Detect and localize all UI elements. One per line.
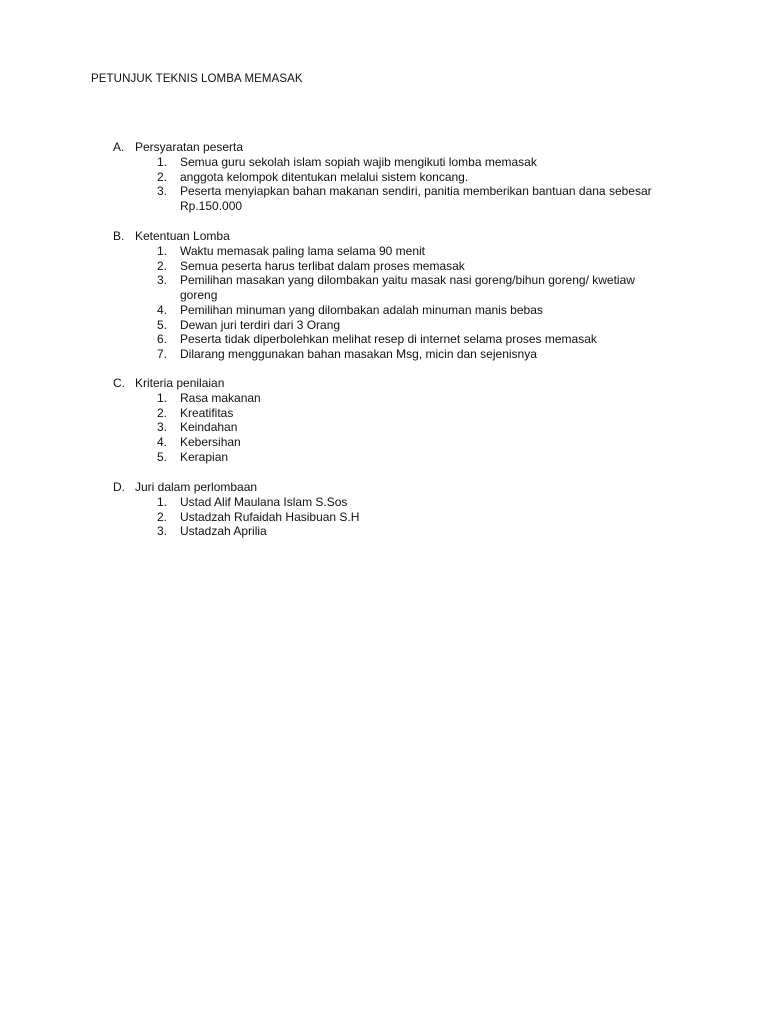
page-title: PETUNJUK TEKNIS LOMBA MEMASAK [91,73,303,85]
section-heading [113,376,713,391]
list-item [113,244,713,259]
item-number: 2. [157,405,168,420]
item-text: Ustadzah Rufaidah Hasibuan S.H [180,509,360,524]
section-letter: B. [113,229,125,243]
item-text: Semua peserta harus terlibat dalam proses memasak [180,258,465,273]
section-heading [113,480,713,495]
list-item [113,495,713,510]
item-number: 2. [157,509,168,524]
item-text: Waktu memasak paling lama selama 90 menit [180,244,425,258]
item-number: 3. [157,184,168,199]
section-juri-dalam-perlombaan [113,480,713,539]
section-heading [113,140,713,155]
item-text: Kebersihan [180,435,241,450]
list-item [113,391,713,406]
item-number: 5. [157,449,168,464]
section-title: Juri dalam perlombaan [135,480,258,494]
section-letter: C. [113,376,125,390]
section-title: Ketentuan Lomba [135,229,230,243]
item-number: 1. [157,495,168,509]
item-text: Kreatifitas [180,405,234,420]
section-list [113,495,713,539]
section-list [113,391,713,465]
item-number: 3. [157,524,168,539]
item-number: 7. [157,346,168,361]
item-number: 3. [157,273,168,288]
section-letter: D. [113,480,125,494]
item-text: Peserta tidak diperbolehkan melihat resep di internet selama proses memasak [180,332,597,347]
item-text: Ustad Alif Maulana Islam S.Sos [180,495,348,509]
list-item [113,347,713,362]
item-text: Rasa makanan [180,391,261,405]
section-letter: A. [113,140,125,154]
section-persyaratan-peserta [113,140,713,214]
item-text: Semua guru sekolah islam sopiah wajib mengikuti lomba memasak [180,155,537,169]
section-heading [113,229,713,244]
item-text: Peserta menyiapkan bahan makanan sendiri, panitia memberikan bantuan dana sebesar Rp.150.000 [180,184,652,214]
list-item [113,450,713,465]
item-number: 6. [157,332,168,347]
item-text: Ustadzah Aprilia [180,524,267,539]
list-item [113,435,713,450]
item-text: Pemilihan masakan yang dilombakan yaitu masak nasi goreng/bihun goreng/ kwetiaw goreng [180,273,635,303]
list-item [113,184,713,213]
list-item [113,420,713,435]
item-number: 4. [157,435,168,450]
list-item [113,524,713,539]
item-number: 1. [157,155,168,169]
item-number: 1. [157,244,168,258]
item-text: Pemilihan minuman yang dilombakan adalah minuman manis bebas [180,302,543,317]
list-item [113,406,713,421]
section-title: Kriteria penilaian [135,376,225,390]
list-item [113,155,713,170]
list-item [113,170,713,185]
list-item [113,303,713,318]
item-number: 4. [157,302,168,317]
section-list [113,244,713,362]
section-list [113,155,713,214]
item-number: 2. [157,258,168,273]
item-number: 2. [157,169,168,184]
list-item [113,510,713,525]
list-item [113,259,713,274]
item-number: 3. [157,420,168,435]
list-item [113,318,713,333]
item-number: 1. [157,391,168,405]
item-text: Dilarang menggunakan bahan masakan Msg, micin dan sejenisnya [180,346,537,361]
item-text: Dewan juri terdiri dari 3 Orang [180,317,341,332]
section-kriteria-penilaian [113,376,713,465]
list-item [113,332,713,347]
item-text: Keindahan [180,420,238,435]
item-text: Kerapian [180,449,229,464]
item-text: anggota kelompok ditentukan melalui sistem koncang. [180,169,469,184]
item-number: 5. [157,317,168,332]
section-ketentuan-lomba [113,229,713,362]
list-item [113,273,713,302]
section-title: Persyaratan peserta [135,140,244,154]
